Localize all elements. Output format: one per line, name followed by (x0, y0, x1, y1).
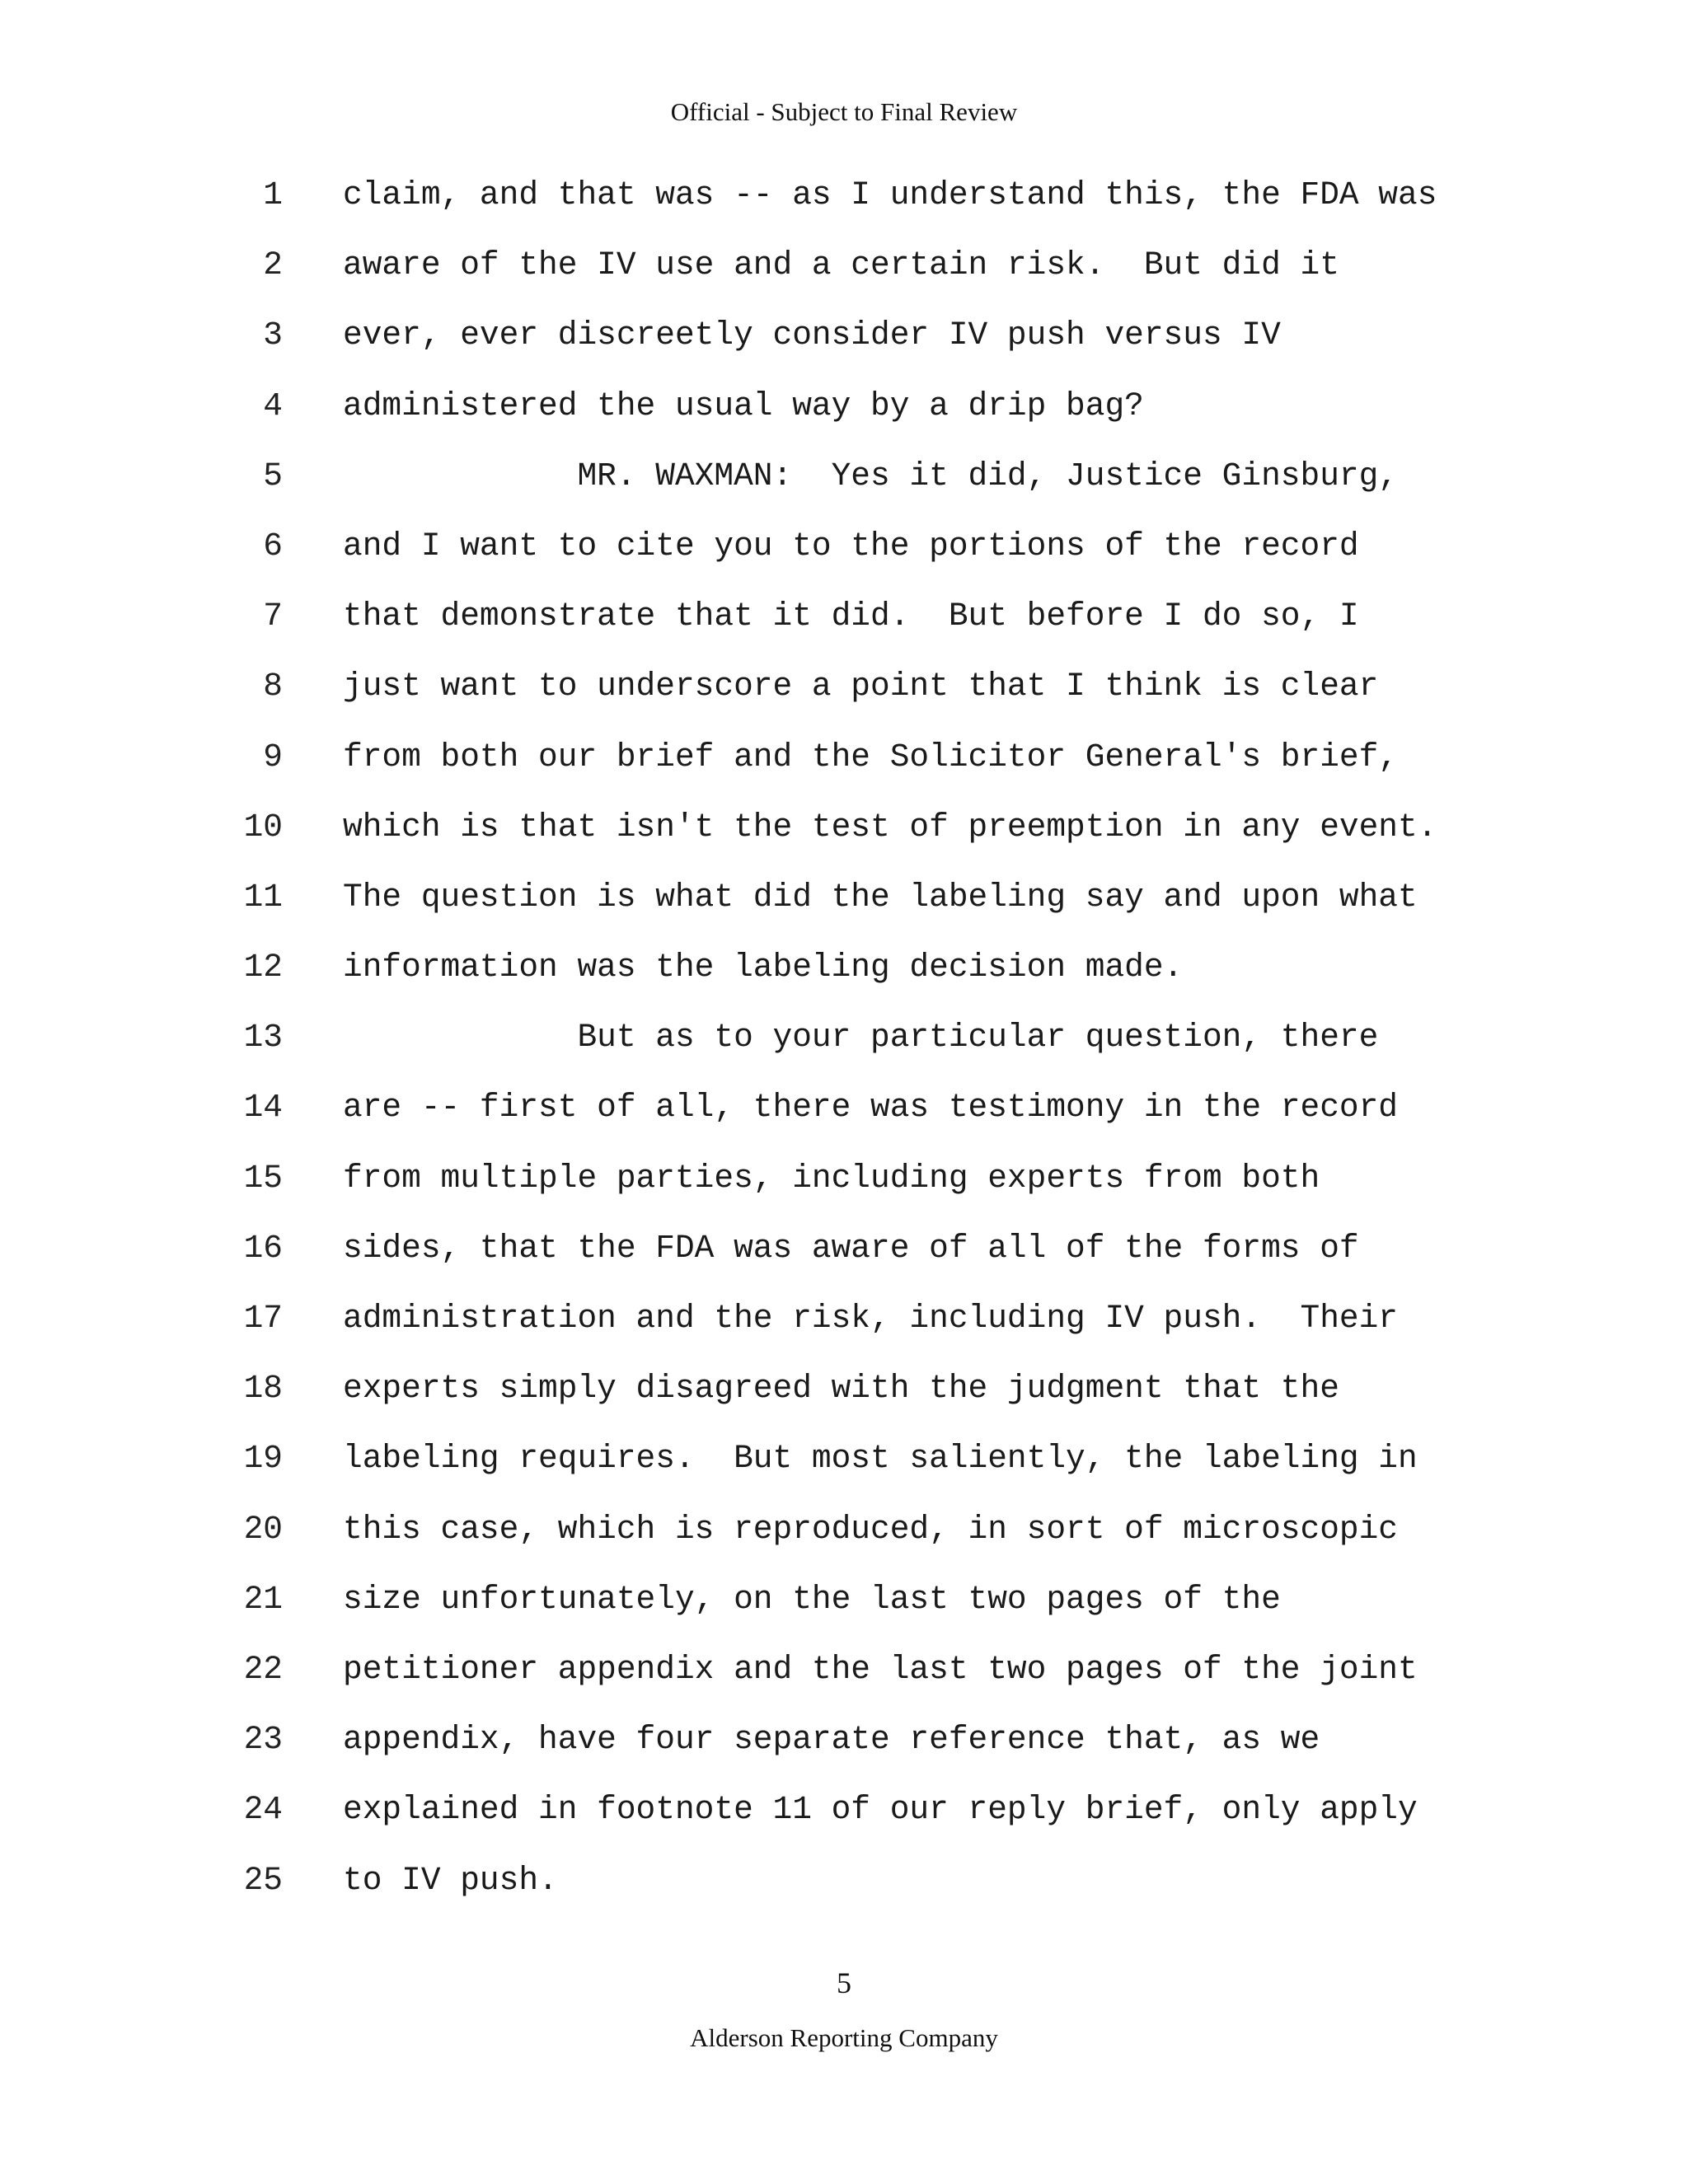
page-footer: Alderson Reporting Company (690, 2023, 998, 2052)
transcript-line (0, 1577, 1688, 1647)
transcript-line (0, 454, 1688, 524)
line-text: from multiple parties, including experts from both (343, 1159, 1320, 1197)
line-number: 25 (243, 1861, 283, 1899)
line-number: 21 (243, 1580, 283, 1618)
transcript-line (0, 805, 1688, 875)
line-number: 24 (243, 1791, 283, 1829)
line-text: The question is what did the labeling say and upon what (343, 878, 1418, 916)
transcript-line (0, 1858, 1688, 1929)
transcript-line (0, 1226, 1688, 1296)
transcript-line (0, 1436, 1688, 1507)
line-number: 14 (243, 1089, 283, 1127)
line-text: experts simply disagreed with the judgment that the (343, 1370, 1339, 1408)
transcript-line (0, 1788, 1688, 1858)
line-text: administration and the risk, including IV push. Their (343, 1300, 1399, 1337)
transcript-line (0, 1507, 1688, 1577)
line-number: 22 (243, 1650, 283, 1688)
line-number: 1 (263, 176, 283, 213)
line-text: appendix, have four separate reference that, as we (343, 1721, 1320, 1759)
transcript-line (0, 1718, 1688, 1788)
line-text: administered the usual way by a drip bag? (343, 387, 1144, 424)
line-number: 9 (263, 738, 283, 776)
line-text: aware of the IV use and a certain risk. But did it (343, 246, 1339, 284)
transcript-line (0, 1156, 1688, 1226)
line-text: and I want to cite you to the portions of the record (343, 527, 1359, 565)
line-text: information was the labeling decision made. (343, 949, 1184, 987)
transcript-line (0, 384, 1688, 454)
page-header: Official - Subject to Final Review (670, 97, 1018, 126)
line-text: are -- first of all, there was testimony in the record (343, 1089, 1399, 1127)
line-text: which is that isn't the test of preemption in any event. (343, 808, 1437, 846)
line-number: 17 (243, 1300, 283, 1337)
line-text: claim, and that was -- as I understand this, the FDA was (343, 176, 1437, 213)
line-number: 11 (243, 878, 283, 916)
line-number: 8 (263, 668, 283, 705)
line-number: 13 (243, 1019, 283, 1057)
line-text: this case, which is reproduced, in sort of microscopic (343, 1510, 1399, 1548)
transcript-line (0, 594, 1688, 664)
transcript-line (0, 945, 1688, 1015)
transcript-body (0, 173, 1688, 1929)
line-text: to IV push. (343, 1861, 558, 1899)
transcript-line (0, 875, 1688, 945)
transcript-line (0, 735, 1688, 805)
line-number: 10 (243, 808, 283, 846)
page-number: 5 (837, 1966, 851, 1999)
transcript-line (0, 1015, 1688, 1085)
line-number: 23 (243, 1721, 283, 1759)
line-number: 4 (263, 387, 283, 424)
line-number: 2 (263, 246, 283, 284)
line-text: MR. WAXMAN: Yes it did, Justice Ginsburg, (343, 457, 1399, 494)
line-text: sides, that the FDA was aware of all of the forms of (343, 1229, 1359, 1267)
line-text: from both our brief and the Solicitor General's brief, (343, 738, 1399, 776)
transcript-line (0, 313, 1688, 383)
line-number: 18 (243, 1370, 283, 1408)
line-text: But as to your particular question, there (343, 1019, 1379, 1057)
transcript-line (0, 1366, 1688, 1436)
transcript-line (0, 173, 1688, 243)
transcript-line (0, 664, 1688, 734)
transcript-line (0, 1085, 1688, 1155)
line-number: 7 (263, 598, 283, 635)
line-number: 15 (243, 1159, 283, 1197)
line-text: just want to underscore a point that I think is clear (343, 668, 1379, 705)
line-number: 5 (263, 457, 283, 494)
transcript-line (0, 243, 1688, 313)
line-number: 6 (263, 527, 283, 565)
line-number: 19 (243, 1440, 283, 1478)
line-number: 12 (243, 949, 283, 987)
line-number: 16 (243, 1229, 283, 1267)
line-text: explained in footnote 11 of our reply brief, only apply (343, 1791, 1418, 1829)
line-text: labeling requires. But most saliently, the labeling in (343, 1440, 1418, 1478)
line-number: 3 (263, 316, 283, 354)
transcript-line (0, 524, 1688, 594)
line-text: size unfortunately, on the last two pages of the (343, 1580, 1281, 1618)
line-text: that demonstrate that it did. But before I do so, I (343, 598, 1359, 635)
line-text: petitioner appendix and the last two pages of the joint (343, 1650, 1418, 1688)
transcript-line (0, 1647, 1688, 1718)
line-text: ever, ever discreetly consider IV push versus IV (343, 316, 1281, 354)
line-number: 20 (243, 1510, 283, 1548)
transcript-line (0, 1296, 1688, 1366)
